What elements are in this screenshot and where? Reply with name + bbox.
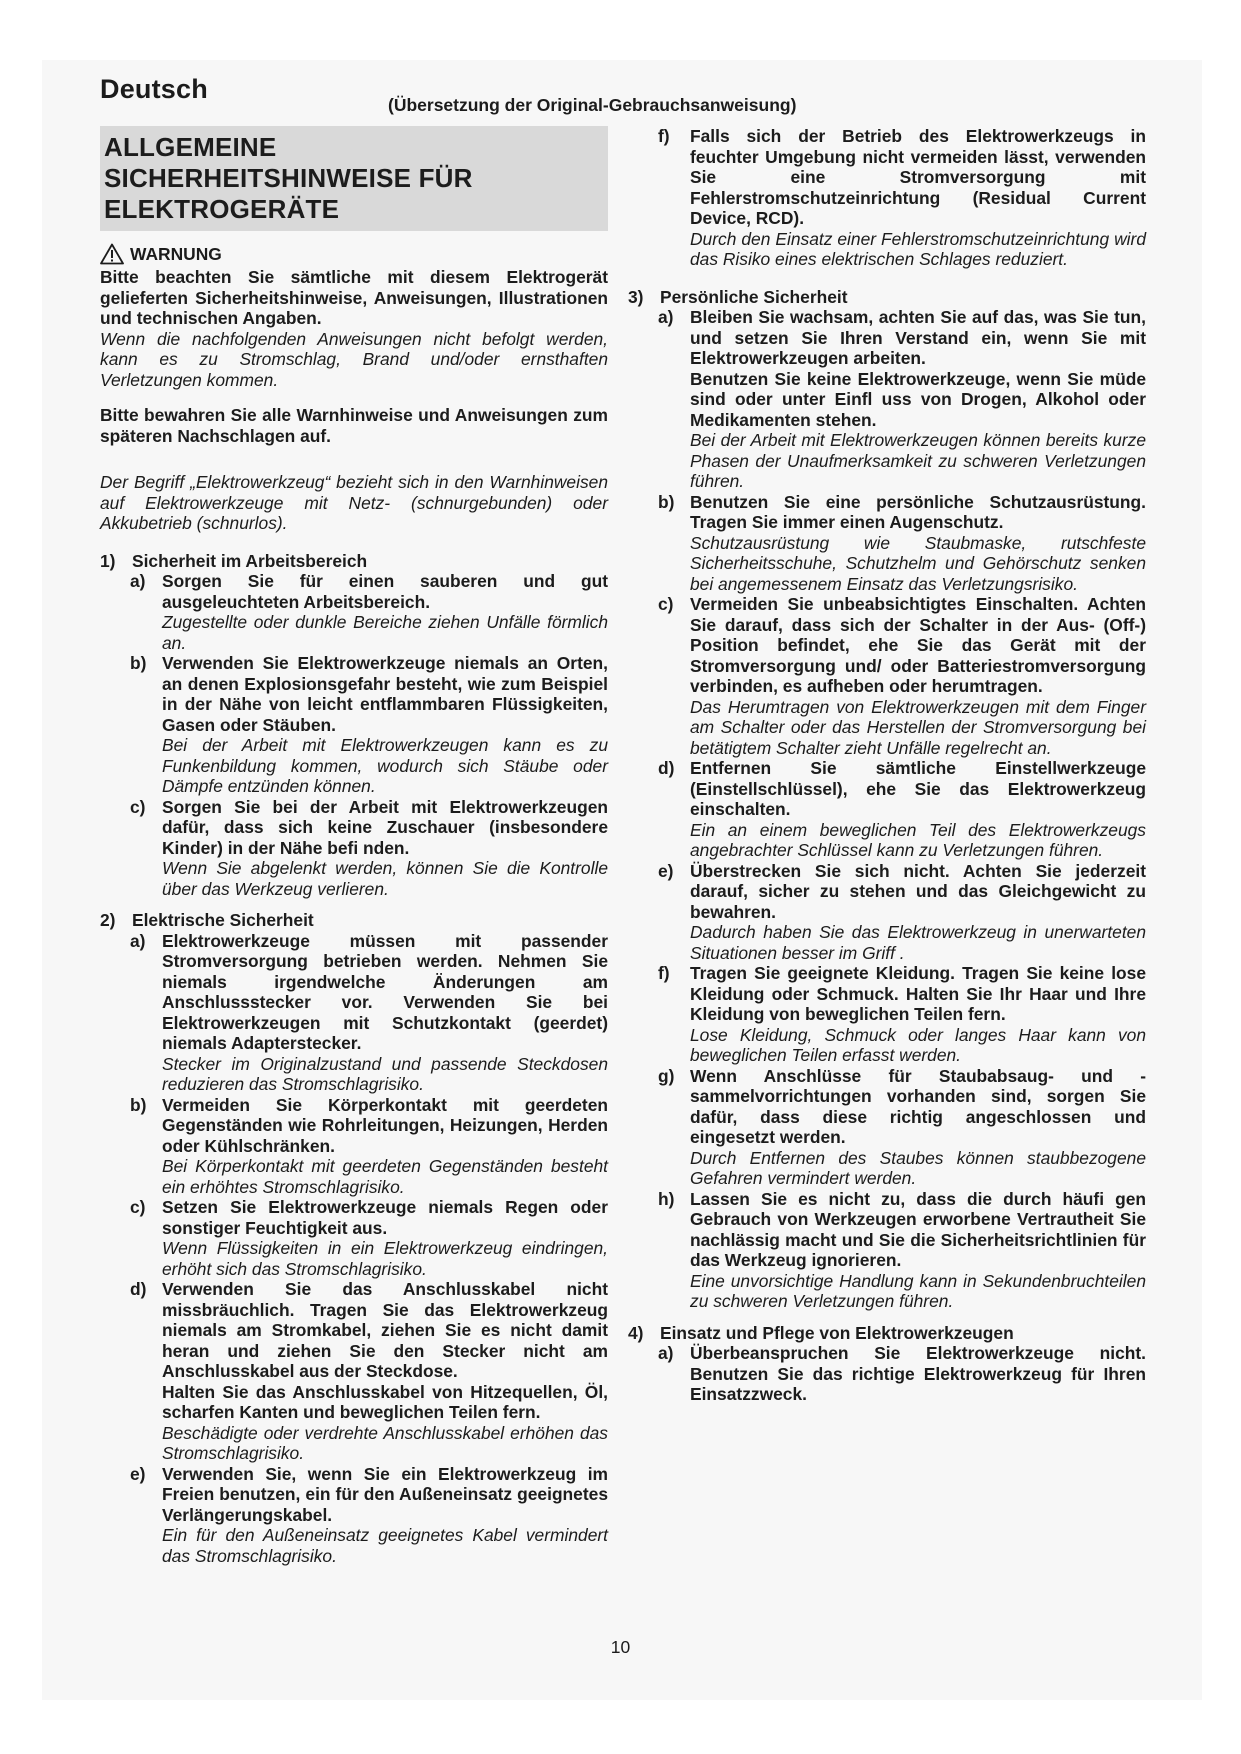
title-line-1: ALLGEMEINE xyxy=(104,132,277,162)
page-number: 10 xyxy=(610,1637,631,1657)
section-3-heading xyxy=(628,287,1146,308)
item-bold-text: Überstrecken Sie sich nicht. Achten Sie jederzeit darauf, sicher zu stehen und das Gleichgewicht zu bewahren. xyxy=(690,860,1146,922)
item-bold-text: Wenn Anschlüsse für Staubabsaug- und -sammelvorrichtungen vorhanden sind, sorgen Sie dafür, dass diese richtig angeschlossen und eingesetzt werden. xyxy=(690,1065,1146,1147)
item-bold-text: Verwenden Sie das Anschlusskabel nicht missbräuchlich. Tragen Sie das Elektrowerkzeug niemals am Stromkabel, ziehen Sie es nicht damit heran und ziehen Sie den Stecker nicht am Anschlusskabel aus der Steckdose. xyxy=(162,1279,608,1381)
item-bold-text-2: Benutzen Sie keine Elektrowerkzeuge, wenn Sie müde sind oder unter Einfl uss von Drogen, Alkohol oder Medikamenten stehen. xyxy=(690,368,1146,430)
list-item xyxy=(658,492,1146,595)
section-3-title: Persönliche Sicherheit xyxy=(660,286,848,307)
item-label: b) xyxy=(130,653,147,673)
item-label: d) xyxy=(130,1279,147,1299)
list-item xyxy=(658,1066,1146,1189)
item-bold-text: Verwenden Sie, wenn Sie ein Elektrowerkzeug im Freien benutzen, ein für den Außeneinsatz geeignetes Verlängerungskabel. xyxy=(162,1463,608,1525)
term-definition-text: Der Begriff „Elektrowerkzeug“ bezieht sich in den Warnhinweisen auf Elektrowerkzeuge mit Netz- (schnurgebunden) oder Akkubetrieb (schnurlos). xyxy=(100,472,608,533)
item-italic-text: Lose Kleidung, Schmuck oder langes Haar kann von beweglichen Teilen erfasst werden. xyxy=(690,1024,1146,1065)
list-item xyxy=(658,758,1146,861)
list-item xyxy=(658,126,1146,270)
document-subtitle: (Übersetzung der Original-Gebrauchsanweisung) xyxy=(388,95,797,115)
item-bold-text: Falls sich der Betrieb des Elektrowerkzeugs in feuchter Umgebung nicht vermeiden lässt, verwenden Sie eine Stromversorgung mit Fehlerstromschutzeinrichtung (Residual Current Device, RCD). xyxy=(690,126,1146,228)
item-italic-text: Durch Entfernen des Staubes können staubbezogene Gefahren vermindert werden. xyxy=(690,1147,1146,1188)
list-item xyxy=(658,1343,1146,1405)
warning-label: WARNUNG xyxy=(130,243,222,264)
item-label: e) xyxy=(130,1463,146,1484)
item-label: a) xyxy=(658,307,674,327)
warning-bold-text: Bitte beachten Sie sämtliche mit diesem Elektrogerät gelieferten Sicherheitshinweise, Anweisungen, Illustrationen und technischen Angaben. xyxy=(100,267,608,328)
item-label: a) xyxy=(658,1343,674,1363)
section-4-title: Einsatz und Pflege von Elektrowerkzeugen xyxy=(660,1322,1014,1343)
item-label: b) xyxy=(658,491,675,512)
item-italic-text: Stecker im Originalzustand und passende Steckdosen reduzieren das Stromschlagrisiko. xyxy=(162,1053,608,1094)
item-label: f) xyxy=(658,126,670,146)
section-1-number: 1) xyxy=(100,550,116,571)
item-bold-text: Elektrowerkzeuge müssen mit passender Stromversorgung betrieben werden. Nehmen Sie niemals irgendwelche Änderungen am Anschlussstecker vor. Verwenden Sie bei Elektrowerkzeugen mit Schutzkontakt (geerdet) niemals Adapterstecker. xyxy=(162,930,608,1053)
list-item xyxy=(130,797,608,900)
item-italic-text: Das Herumtragen von Elektrowerkzeugen mit dem Finger am Schalter oder das Herstellen der Stromversorgung bei betätigtem Schalter zieht Unfälle regelrecht an. xyxy=(690,696,1146,758)
list-item xyxy=(130,1279,608,1464)
title-line-3: ELEKTROGERÄTE xyxy=(104,194,340,224)
item-bold-text: Vermeiden Sie Körperkontakt mit geerdeten Gegenständen wie Rohrleitungen, Heizungen, Herden oder Kühlschränken. xyxy=(162,1094,608,1156)
keep-instructions-text: Bitte bewahren Sie alle Warnhinweise und Anweisungen zum späteren Nachschlagen auf. xyxy=(100,405,608,446)
section-3-number: 3) xyxy=(628,286,644,307)
item-label: g) xyxy=(658,1065,675,1086)
left-column xyxy=(100,126,608,1566)
title-line-2: SICHERHEITSHINWEISE FÜR xyxy=(104,163,473,193)
section-2-number: 2) xyxy=(100,910,116,930)
item-italic-text: Bei der Arbeit mit Elektrowerkzeugen können bereits kurze Phasen der Unaufmerksamkeit zu schweren Verletzungen führen. xyxy=(690,430,1146,491)
section-4-number: 4) xyxy=(628,1322,644,1343)
item-label: e) xyxy=(658,860,674,881)
list-item xyxy=(130,931,608,1095)
list-item xyxy=(130,1464,608,1567)
section-2-heading xyxy=(100,910,608,931)
item-italic-text: Beschädigte oder verdrehte Anschlusskabel erhöhen das Stromschlagrisiko. xyxy=(162,1422,608,1463)
list-item xyxy=(658,1189,1146,1312)
item-bold-text: Setzen Sie Elektrowerkzeuge niemals Regen oder sonstiger Feuchtigkeit aus. xyxy=(162,1197,608,1238)
warning-heading xyxy=(100,243,608,265)
item-label: c) xyxy=(658,594,674,614)
item-italic-text: Ein an einem beweglichen Teil des Elektrowerkzeugs angebrachter Schlüssel kann zu Verletzungen führen. xyxy=(690,819,1146,860)
item-bold-text: Vermeiden Sie unbeabsichtigtes Einschalten. Achten Sie darauf, dass sich der Schalter in der Aus- (Off-) Position befindet, ehe Sie das Gerät mit der Stromversorgung und/ oder Batteriestromversorgung verbinden, es aufheben oder herumtragen. xyxy=(690,594,1146,696)
section-4-heading xyxy=(628,1323,1146,1344)
section-1-heading xyxy=(100,551,608,572)
section-1-title: Sicherheit im Arbeitsbereich xyxy=(132,550,368,571)
item-italic-text: Bei Körperkontakt mit geerdeten Gegenständen besteht ein erhöhtes Stromschlagrisiko. xyxy=(162,1156,608,1197)
list-item xyxy=(130,571,608,653)
item-italic-text: Wenn Sie abgelenkt werden, können Sie die Kontrolle über das Werkzeug verlieren. xyxy=(162,858,608,899)
item-italic-text: Wenn Flüssigkeiten in ein Elektrowerkzeug eindringen, erhöht sich das Stromschlagrisiko. xyxy=(162,1238,608,1279)
list-item xyxy=(658,861,1146,964)
item-label: d) xyxy=(658,758,675,778)
item-bold-text: Sorgen Sie für einen sauberen und gut ausgeleuchteten Arbeitsbereich. xyxy=(162,571,608,612)
section-2-title: Elektrische Sicherheit xyxy=(132,910,314,930)
item-italic-text: Schutzausrüstung wie Staubmaske, rutschfeste Sicherheitsschuhe, Schutzhelm und Gehörschutz senken bei angemessenem Einsatz das Verletzungsrisiko. xyxy=(690,532,1146,594)
item-bold-text: Bleiben Sie wachsam, achten Sie auf das, was Sie tun, und setzen Sie Ihren Verstand ein, wenn Sie mit Elektrowerkzeugen arbeiten. xyxy=(690,307,1146,368)
item-label: b) xyxy=(130,1094,147,1115)
item-label: c) xyxy=(130,1197,146,1217)
item-italic-text: Ein für den Außeneinsatz geeignetes Kabel vermindert das Stromschlagrisiko. xyxy=(162,1525,608,1566)
item-label: a) xyxy=(130,930,146,951)
item-bold-text: Sorgen Sie bei der Arbeit mit Elektrowerkzeugen dafür, dass sich keine Zuschauer (insbesondere Kinder) in der Nähe befi nden. xyxy=(162,796,608,858)
item-bold-text: Entfernen Sie sämtliche Einstellwerkzeuge (Einstellschlüssel), ehe Sie das Elektrowerkzeug einschalten. xyxy=(690,758,1146,819)
section-title-box xyxy=(100,126,608,231)
warning-italic-text: Wenn die nachfolgenden Anweisungen nicht befolgt werden, kann es zu Stromschlag, Brand und/oder ernsthaften Verletzungen kommen. xyxy=(100,328,608,390)
item-bold-text: Benutzen Sie eine persönliche Schutzausrüstung. Tragen Sie immer einen Augenschutz. xyxy=(690,491,1146,532)
item-italic-text: Eine unvorsichtige Handlung kann in Sekundenbruchteilen zu schweren Verletzungen führen. xyxy=(690,1270,1146,1311)
item-label: c) xyxy=(130,796,146,817)
list-item xyxy=(658,963,1146,1066)
item-bold-text: Tragen Sie geeignete Kleidung. Tragen Sie keine lose Kleidung oder Schmuck. Halten Sie Ihr Haar und Ihre Kleidung von beweglichen Teilen fern. xyxy=(690,963,1146,1024)
item-label: f) xyxy=(658,963,670,983)
item-italic-text: Durch den Einsatz einer Fehlerstromschutzeinrichtung wird das Risiko eines elektrischen Schlages reduziert. xyxy=(690,228,1146,269)
item-bold-text: Lassen Sie es nicht zu, dass die durch häufi gen Gebrauch von Werkzeugen erworbene Vertrautheit Sie nachlässig macht und Sie die Sicherheitsrichtlinien für das Werkzeug ignorieren. xyxy=(690,1188,1146,1270)
list-item xyxy=(130,653,608,797)
item-bold-text: Verwenden Sie Elektrowerkzeuge niemals an Orten, an denen Explosionsgefahr besteht, wie zum Beispiel in der Nähe von leicht entflammbaren Flüssigkeiten, Gasen oder Stäuben. xyxy=(162,653,608,735)
language-heading: Deutsch xyxy=(100,74,208,104)
warning-triangle-icon xyxy=(100,243,124,265)
item-italic-text: Dadurch haben Sie das Elektrowerkzeug in unerwarteten Situationen besser im Griff . xyxy=(690,922,1146,963)
list-item xyxy=(130,1197,608,1279)
list-item xyxy=(130,1095,608,1198)
item-italic-text: Bei der Arbeit mit Elektrowerkzeugen kann es zu Funkenbildung kommen, wodurch sich Stäube oder Dämpfe entzünden können. xyxy=(162,735,608,796)
item-bold-text: Überbeanspruchen Sie Elektrowerkzeuge nicht. Benutzen Sie das richtige Elektrowerkzeug für Ihren Einsatzzweck. xyxy=(690,1343,1146,1404)
right-column xyxy=(628,126,1146,1405)
item-italic-text: Zugestellte oder dunkle Bereiche ziehen Unfälle förmlich an. xyxy=(162,612,608,653)
item-label: a) xyxy=(130,571,146,591)
list-item xyxy=(658,594,1146,758)
list-item xyxy=(658,307,1146,492)
item-bold-text-2: Halten Sie das Anschlusskabel von Hitzequellen, Öl, scharfen Kanten und beweglichen Teilen fern. xyxy=(162,1381,608,1422)
item-label: h) xyxy=(658,1188,675,1209)
